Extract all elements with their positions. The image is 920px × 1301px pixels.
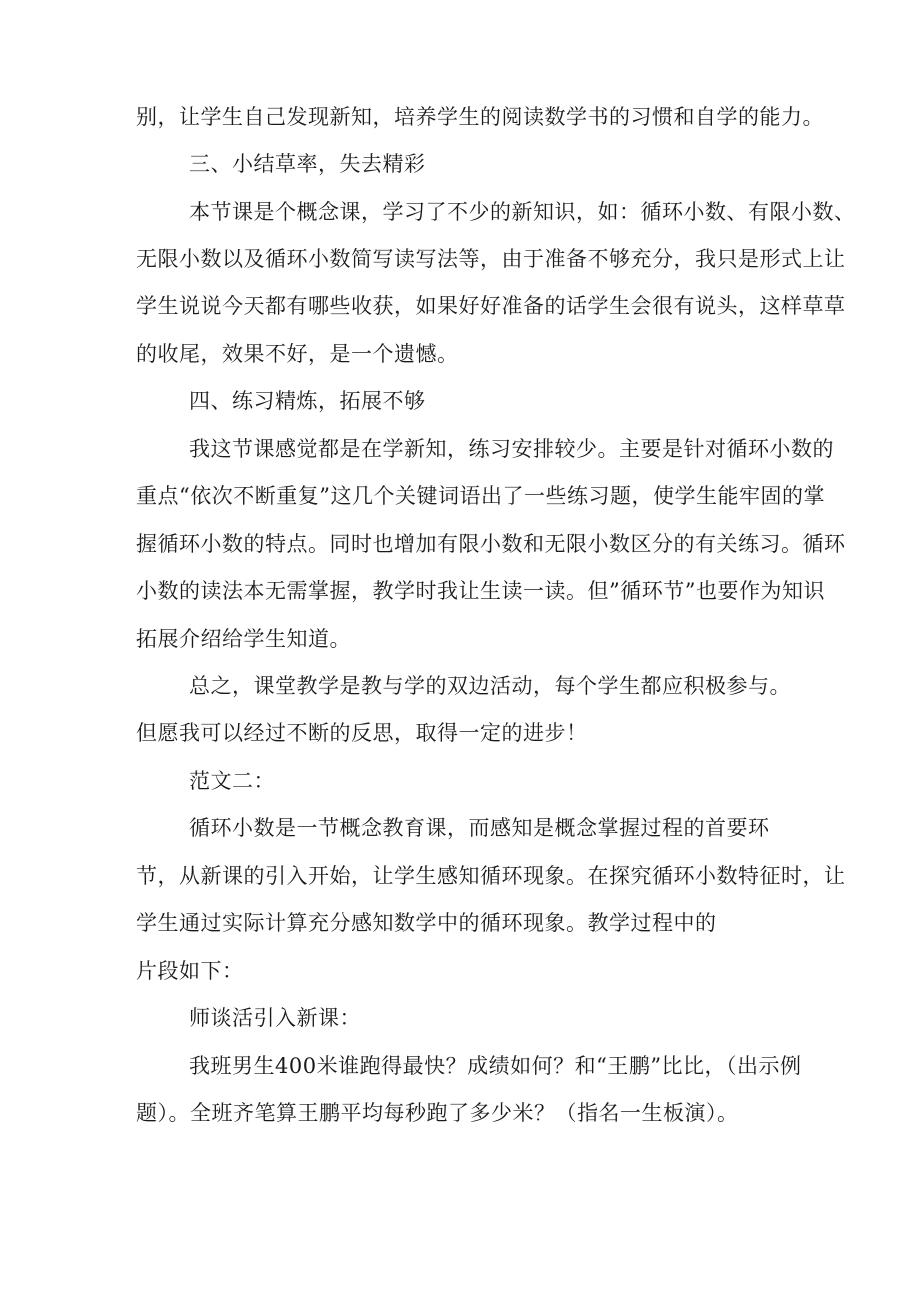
paragraph-line: 小数的读法本无需掌握，教学时我让生读一读。但”循环节”也要作为知识 <box>136 579 825 603</box>
paragraph-line: 本节课是个概念课，学习了不少的新知识，如：循环小数、有限小数、 <box>189 200 856 224</box>
section-heading: 四、练习精炼，拓展不够 <box>189 389 426 413</box>
paragraph-line: 的收尾，效果不好，是一个遗憾。 <box>136 342 459 366</box>
paragraph-line: 我班男生400米谁跑得最快？成绩如何？和“王鹏”比比，（出示例 <box>189 1054 802 1078</box>
paragraph-line: 拓展介绍给学生知道。 <box>136 627 351 651</box>
section-heading: 三、小结草率，失去精彩 <box>189 152 426 176</box>
paragraph-line: 师谈活引入新课： <box>189 1006 361 1030</box>
paragraph-line: 无限小数以及循环小数简写读写法等，由于准备不够充分，我只是形式上让 <box>136 247 846 271</box>
paragraph-line: 我这节课感觉都是在学新知，练习安排较少。主要是针对循环小数的 <box>189 437 834 461</box>
paragraph-line: 片段如下： <box>136 959 244 983</box>
paragraph-line: 学生通过实际计算充分感知数学中的循环现象。教学过程中的 <box>136 911 717 935</box>
paragraph-line: 循环小数是一节概念教育课，而感知是概念掌握过程的首要环 <box>189 816 770 840</box>
paragraph-line: 别，让学生自己发现新知，培养学生的阅读数学书的习惯和自学的能力。 <box>136 105 824 129</box>
paragraph-line: 节，从新课的引入开始，让学生感知循环现象。在探究循环小数特征时，让 <box>136 864 846 888</box>
paragraph-line: 握循环小数的特点。同时也增加有限小数和无限小数区分的有关练习。循环 <box>136 532 846 556</box>
section-heading: 范文二： <box>189 769 275 793</box>
paragraph-line: 重点“依次不断重复”这几个关键词语出了一些练习题，使学生能牢固的掌 <box>136 484 825 508</box>
paragraph-line: 总之，课堂教学是教与学的双边活动，每个学生都应积极参与。 <box>189 674 791 698</box>
paragraph-line: 学生说说今天都有哪些收获，如果好好准备的话学生会很有说头，这样草草 <box>136 294 846 318</box>
paragraph-line: 但愿我可以经过不断的反思，取得一定的进步！ <box>136 721 588 745</box>
paragraph-line: 题）。全班齐笔算王鹏平均每秒跑了多少米？（指名一生板演）。 <box>136 1101 739 1125</box>
